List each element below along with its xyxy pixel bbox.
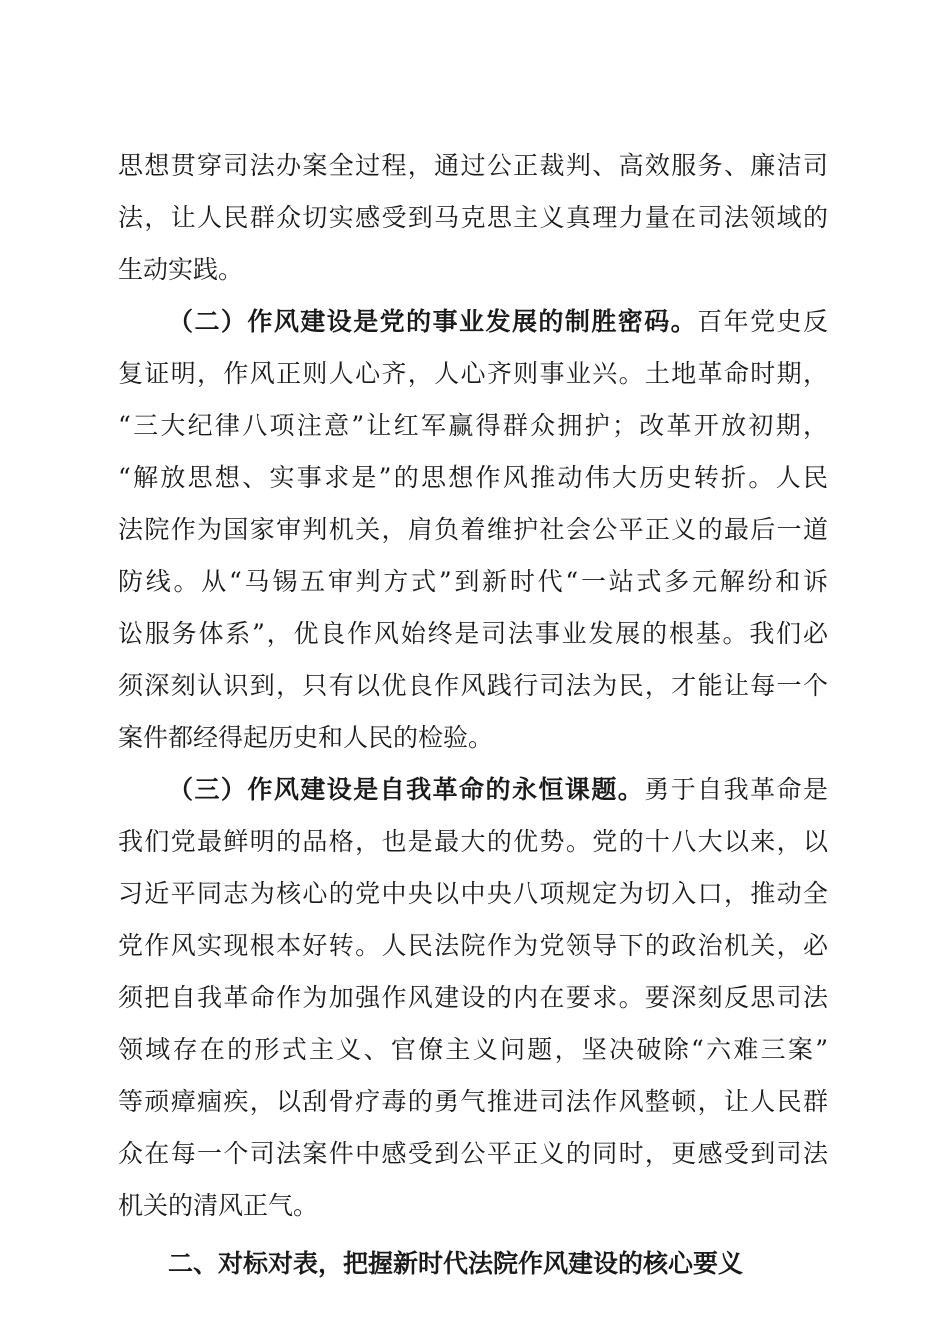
paragraph-heading: （三）作风建设是自我革命的永恒课题。 <box>168 775 645 804</box>
text-fragment: 勇于自我革命是 <box>644 775 828 804</box>
text-line: 案件都经得起历史和人民的检验。 <box>118 723 494 752</box>
text-line: 我们党最鲜明的品格，也是最大的优势。党的十八大以来，以 <box>118 827 828 856</box>
paragraph-heading: （二）作风建设是党的事业发展的制胜密码。 <box>168 307 698 336</box>
paragraph-2 <box>118 296 828 764</box>
text-line: 众在每一个司法案件中感受到公平正义的同时，更感受到司法 <box>118 1139 828 1168</box>
section-heading: 二、对标对表，把握新时代法院作风建设的核心要义 <box>168 1249 744 1278</box>
text-fragment: 百年党史反 <box>697 307 828 336</box>
text-line: “解放思想、实事求是”的思想作风推动伟大历史转折。人民 <box>118 463 828 492</box>
text-line: 复证明，作风正则人心齐，人心齐则事业兴。土地革命时期， <box>118 359 828 388</box>
text-line: “三大纪律八项注意”让红军赢得群众拥护；改革开放初期， <box>118 411 828 440</box>
paragraph-1 <box>118 140 828 296</box>
text-line: 须把自我革命作为加强作风建设的内在要求。要深刻反思司法 <box>118 983 828 1012</box>
text-line: 讼服务体系”，优良作风始终是司法事业发展的根基。我们必 <box>118 619 828 648</box>
text-line: 习近平同志为核心的党中央以中央八项规定为切入口，推动全 <box>118 879 828 908</box>
text-line <box>118 296 828 348</box>
text-line: 须深刻认识到，只有以优良作风践行司法为民，才能让每一个 <box>118 671 828 700</box>
text-line: 法院作为国家审判机关，肩负着维护社会公平正义的最后一道 <box>118 515 828 544</box>
text-line: 法，让人民群众切实感受到马克思主义真理力量在司法领域的 <box>118 203 828 232</box>
text-line: 机关的清风正气。 <box>118 1191 319 1220</box>
text-line: 防线。从“马锡五审判方式”到新时代“一站式多元解纷和诉 <box>118 567 828 596</box>
text-line: 领域存在的形式主义、官僚主义问题，坚决破除“六难三案” <box>118 1035 828 1064</box>
text-line: 党作风实现根本好转。人民法院作为党领导下的政治机关，必 <box>118 931 828 960</box>
text-line: 生动实践。 <box>118 255 244 284</box>
document-body <box>118 140 828 1290</box>
paragraph-3 <box>118 764 828 1232</box>
text-line: 等顽瘴痼疾，以刮骨疗毒的勇气推进司法作风整顿，让人民群 <box>118 1087 828 1116</box>
text-line: 思想贯穿司法办案全过程，通过公正裁判、高效服务、廉洁司 <box>118 151 828 180</box>
text-line <box>118 764 828 816</box>
